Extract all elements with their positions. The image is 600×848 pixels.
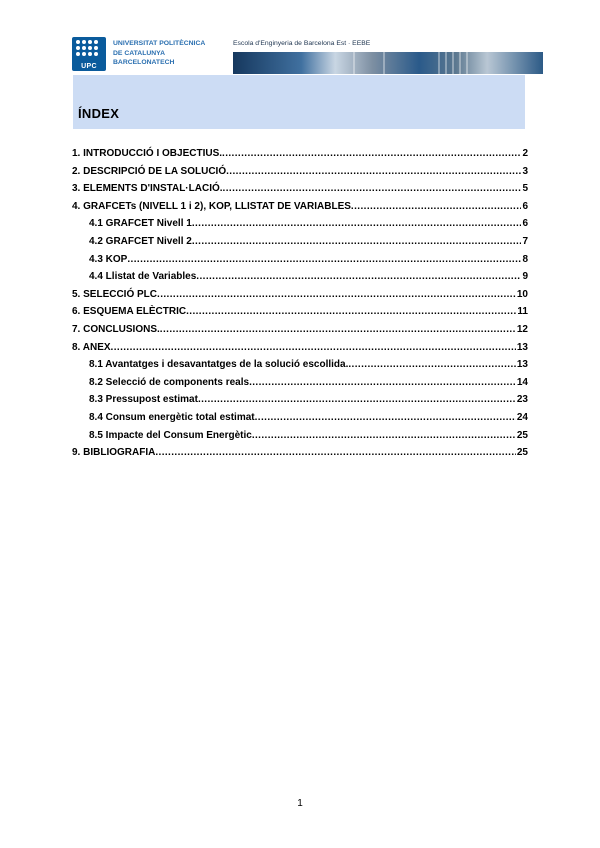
toc-entry[interactable] [72,148,528,166]
toc-entry-page: 14 [516,376,528,388]
toc-entry-page: 6 [522,200,528,212]
toc-entry[interactable] [72,447,528,465]
toc-entry-page: 8 [522,253,528,265]
toc-leader-dots [252,430,516,441]
logo-dots [76,40,102,60]
toc-entry[interactable] [72,271,528,289]
toc-entry-label: 6. ESQUEMA ELÈCTRIC [72,306,187,318]
toc-leader-dots [222,148,521,159]
index-title-box [73,75,525,129]
toc-entry-page: 5 [522,183,528,195]
toc-entry[interactable] [72,201,528,219]
toc-entry-label: 7. CONCLUSIONS. [72,323,160,335]
toc-entry-page: 7 [522,235,528,247]
toc-entry-label: 3. ELEMENTS D'INSTAL·LACIÓ. [72,183,223,195]
toc-leader-dots [192,218,522,229]
toc-leader-dots [192,236,522,247]
toc-entry[interactable] [72,377,528,395]
toc-entry-label: 4. GRAFCETs (NIVELL 1 i 2), KOP, LLISTAT DE VARIABLES [72,200,351,212]
document-header [72,37,542,73]
toc-entry-label: 4.4 Llistat de Variables [89,271,197,283]
toc-entry[interactable] [72,166,528,184]
toc-entry[interactable] [72,218,528,236]
toc-entry-page: 25 [516,447,528,459]
toc-leader-dots [111,342,516,353]
toc-entry-page: 24 [516,411,528,423]
toc-entry[interactable] [72,306,528,324]
toc-entry-label: 8.3 Pressupost estimat [89,394,198,406]
toc-entry[interactable] [72,289,528,307]
toc-leader-dots [198,394,516,405]
toc-leader-dots [186,306,516,317]
toc-entry-label: 8. ANEX [72,341,111,353]
logo-text: UPC [81,63,97,70]
toc-leader-dots [127,254,521,265]
toc-entry-page: 12 [516,323,528,335]
toc-leader-dots [348,359,516,370]
toc-entry[interactable] [72,394,528,412]
toc-entry-label: 4.3 KOP [89,253,128,265]
toc-entry[interactable] [72,254,528,272]
toc-entry-page: 13 [516,341,528,353]
toc-entry-label: 8.1 Avantatges i desavantatges de la solució escollida. [89,359,349,371]
toc-leader-dots [196,271,521,282]
toc-entry[interactable] [72,183,528,201]
toc-entry-page: 23 [516,394,528,406]
toc-entry-page: 2 [522,148,528,159]
toc-leader-dots [226,166,521,177]
toc-entry-page: 3 [522,165,528,177]
toc-entry-label: 5. SELECCIÓ PLC [72,288,158,300]
toc-leader-dots [255,412,516,423]
toc-entry-label: 9. BIBLIOGRAFIA [72,447,156,459]
toc-entry-label: 4.1 GRAFCET Nivell 1 [89,218,192,230]
toc-entry-page: 6 [522,218,528,230]
table-of-contents [72,148,528,465]
page-number: 1 [297,798,303,809]
toc-entry-label: 2. DESCRIPCIÓ DE LA SOLUCIÓ [72,165,227,177]
toc-entry-label: 8.5 Impacte del Consum Energètic [89,429,252,441]
toc-entry[interactable] [72,430,528,448]
toc-entry[interactable] [72,359,528,377]
toc-entry-page: 13 [516,359,528,371]
header-banner-image [233,52,543,74]
toc-leader-dots [223,183,522,194]
toc-entry-label: 4.2 GRAFCET Nivell 2 [89,235,192,247]
university-name: UNIVERSITAT POLITÈCNICA DE CATALUNYA BARCELONATECH [113,40,206,66]
toc-entry[interactable] [72,412,528,430]
toc-entry[interactable] [72,236,528,254]
toc-entry-label: 8.2 Selecció de components reals [89,376,250,388]
toc-leader-dots [155,447,516,458]
toc-entry-label: 8.4 Consum energètic total estimat [89,411,255,423]
toc-entry-page: 11 [517,306,528,318]
toc-entry-page: 9 [522,271,528,283]
toc-entry-page: 25 [516,429,528,441]
school-name: Escola d'Enginyeria de Barcelona Est · EEBE [233,40,371,47]
toc-leader-dots [249,377,516,388]
toc-entry-page: 10 [516,288,528,300]
toc-leader-dots [351,201,522,212]
upc-logo [72,37,106,71]
toc-leader-dots [160,324,516,335]
page-title: ÍNDEX [78,106,120,121]
toc-entry-label: 1. INTRODUCCIÓ I OBJECTIUS. [72,148,223,159]
toc-entry[interactable] [72,342,528,360]
toc-leader-dots [157,289,516,300]
toc-entry[interactable] [72,324,528,342]
